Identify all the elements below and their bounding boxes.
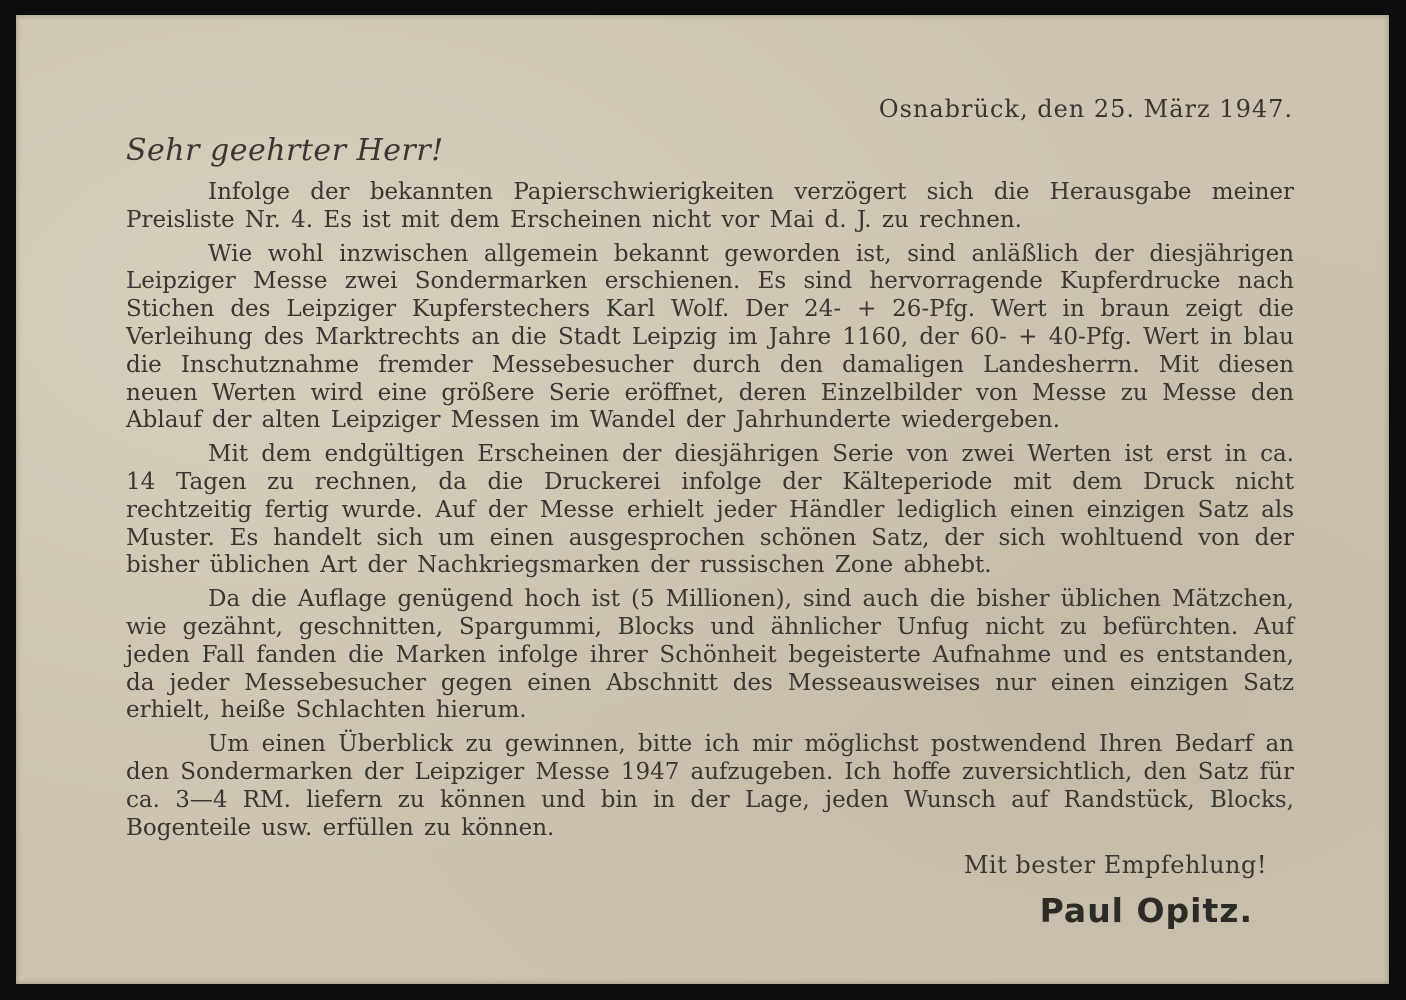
paragraph-1: Infolge der bekannten Papierschwierigkeiten verzögert sich die Herausgabe meiner Preisliste Nr. 4. Es ist mit dem Erscheinen nicht vor Mai d. J. zu rechnen. xyxy=(126,179,1294,233)
paragraph-4: Da die Auflage genügend hoch ist (5 Millionen), sind auch die bisher üblichen Mätzchen, wie gezähnt, geschnitten, Spargummi, Blocks und ähnlicher Unfug nicht zu befürchten. Auf jeden Fall fanden die Marken infolge ihrer Schönheit begeisterte Aufnahme und es entstanden, da jeder Messebesucher gegen einen Abschnitt des Messeausweises nur einen einzigen Satz erhielt, heiße Schlachten hierum. xyxy=(126,586,1294,724)
salutation: Sehr geehrter Herr! xyxy=(126,133,444,168)
paragraph-3: Mit dem endgültigen Erscheinen der diesjährigen Serie von zwei Werten ist erst in ca. 14 Tagen zu rechnen, da die Druckerei infolge der Kälteperiode mit dem Druck nicht rechtzeitig fertig wurde. Auf der Messe erhielt jeder Händler lediglich einen einzigen Satz als Muster. Es handelt sich um einen ausgesprochen schönen Satz, der sich wohltuend von der bisher üblichen Art der Nachkriegsmarken der russischen Zone abhebt. xyxy=(126,441,1294,579)
signature: Paul Opitz. xyxy=(1039,891,1253,930)
postcard xyxy=(16,15,1389,984)
letter-body xyxy=(126,179,1294,848)
paragraph-5: Um einen Überblick zu gewinnen, bitte ich mir möglichst postwendend Ihren Bedarf an den Sondermarken der Leipziger Messe 1947 aufzugeben. Ich hoffe zuversichtlich, den Satz für ca. 3—4 RM. liefern zu können und bin in der Lage, jeden Wunsch auf Randstück, Blocks, Bogenteile usw. erfüllen zu können. xyxy=(126,731,1294,841)
closing-line: Mit bester Empfehlung! xyxy=(963,851,1267,879)
letter-date: Osnabrück, den 25. März 1947. xyxy=(878,95,1293,123)
paragraph-2: Wie wohl inzwischen allgemein bekannt geworden ist, sind anläßlich der diesjährigen Leipziger Messe zwei Sondermarken erschienen. Es sind hervorragende Kupferdrucke nach Stichen des Leipziger Kupferstechers Karl Wolf. Der 24- + 26-Pfg. Wert in braun zeigt die Verleihung des Marktrechts an die Stadt Leipzig im Jahre 1160, der 60- + 40-Pfg. Wert in blau die Inschutznahme fremder Messebesucher durch den damaligen Landesherrn. Mit diesen neuen Werten wird eine größere Serie eröffnet, deren Einzelbilder von Messe zu Messe den Ablauf der alten Leipziger Messen im Wandel der Jahrhunderte wiedergeben. xyxy=(126,240,1294,434)
